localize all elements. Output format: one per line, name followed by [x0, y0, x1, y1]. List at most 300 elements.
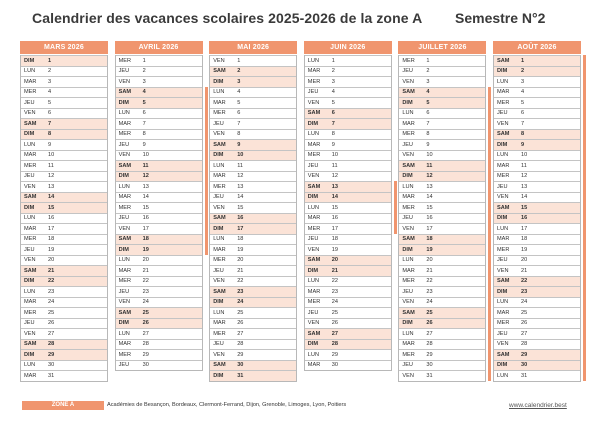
weekday-label: SAM	[497, 57, 510, 64]
day-number: 21	[521, 267, 528, 274]
day-row	[210, 76, 296, 87]
weekday-label: MER	[402, 204, 415, 211]
day-number: 20	[48, 257, 55, 264]
weekday-label: JEU	[402, 288, 413, 295]
day-number: 19	[521, 246, 528, 253]
day-number: 3	[331, 78, 335, 85]
day-number: 24	[48, 299, 55, 306]
day-number: 23	[521, 288, 528, 295]
day-row	[116, 276, 202, 287]
day-row	[494, 223, 580, 234]
day-row	[305, 55, 391, 66]
weekday-label: MER	[24, 309, 37, 316]
day-number: 15	[48, 204, 55, 211]
vacation-bar	[205, 87, 208, 255]
day-number: 6	[521, 110, 525, 117]
day-number: 28	[426, 341, 433, 348]
weekday-label: LUN	[213, 309, 225, 316]
day-row	[399, 244, 485, 255]
day-number: 22	[237, 278, 244, 285]
weekday-label: DIM	[213, 299, 224, 306]
weekday-label: LUN	[24, 288, 36, 295]
day-number: 30	[48, 362, 55, 369]
day-number: 28	[237, 341, 244, 348]
weekday-label: JEU	[24, 246, 35, 253]
month-header: AVRIL 2026	[115, 41, 203, 54]
weekday-label: DIM	[24, 278, 35, 285]
day-number: 17	[426, 225, 433, 232]
weekday-label: DIM	[307, 120, 319, 127]
day-row	[21, 139, 107, 150]
day-number: 21	[237, 267, 244, 274]
weekday-label: LUN	[402, 257, 414, 264]
day-row	[494, 328, 580, 339]
day-number: 15	[426, 204, 433, 211]
weekday-label: MER	[118, 57, 132, 64]
weekday-label: VEN	[24, 330, 36, 337]
day-row	[116, 339, 202, 350]
day-row	[21, 223, 107, 234]
weekday-label: DIM	[118, 246, 129, 253]
day-number: 4	[142, 89, 146, 96]
zone-academies: Académies de Besançon, Bordeaux, Clermont-Ferrand, Dijon, Grenoble, Limoges, Lyon, Poitiers	[107, 402, 347, 408]
zone-badge: ZONE A	[22, 401, 104, 410]
weekday-label: VEN	[213, 204, 225, 211]
weekday-label: MAR	[118, 341, 132, 348]
weekday-label: MAR	[307, 288, 321, 295]
weekday-label: DIM	[24, 351, 35, 358]
day-row	[399, 370, 485, 381]
day-number: 16	[48, 215, 55, 222]
day-list	[115, 55, 203, 371]
day-number: 24	[426, 299, 433, 306]
day-row	[116, 360, 202, 371]
day-row	[494, 171, 580, 182]
day-number: 18	[142, 236, 149, 243]
day-row	[21, 255, 107, 266]
day-number: 1	[237, 57, 241, 64]
weekday-label: DIM	[118, 320, 129, 327]
weekday-label: MER	[213, 330, 226, 337]
weekday-label: LUN	[307, 57, 319, 64]
weekday-label: MER	[213, 257, 226, 264]
day-number: 8	[237, 131, 241, 138]
weekday-label: JEU	[24, 99, 35, 106]
day-row	[305, 328, 391, 339]
day-row	[305, 307, 391, 318]
day-number: 5	[48, 99, 52, 106]
day-number: 27	[521, 330, 528, 337]
day-row	[305, 181, 391, 192]
day-number: 30	[426, 362, 433, 369]
day-number: 2	[142, 68, 146, 75]
day-number: 2	[521, 68, 525, 75]
day-row	[399, 76, 485, 87]
month-header: JUILLET 2026	[398, 41, 486, 54]
day-row	[210, 286, 296, 297]
day-number: 6	[48, 110, 52, 117]
month-column	[115, 41, 203, 371]
weekday-label: MER	[24, 162, 37, 169]
weekday-label: SAM	[213, 141, 226, 148]
day-number: 19	[48, 246, 55, 253]
day-row	[116, 129, 202, 140]
day-number: 22	[426, 278, 433, 285]
weekday-label: VEN	[497, 120, 509, 127]
weekday-label: LUN	[497, 372, 509, 379]
weekday-label: LUN	[24, 141, 36, 148]
day-row	[494, 286, 580, 297]
day-list	[209, 55, 297, 382]
day-row	[494, 97, 580, 108]
day-row	[494, 192, 580, 203]
day-number: 8	[426, 131, 430, 138]
weekday-label: MER	[402, 278, 415, 285]
day-number: 7	[142, 120, 146, 127]
day-number: 24	[521, 299, 528, 306]
day-number: 11	[48, 162, 54, 169]
day-number: 10	[331, 152, 339, 159]
day-row	[399, 150, 485, 161]
day-row	[21, 234, 107, 245]
weekday-label: DIM	[307, 267, 319, 274]
day-row	[210, 129, 296, 140]
weekday-label: LUN	[307, 278, 319, 285]
day-number: 18	[237, 236, 244, 243]
day-number: 29	[237, 351, 244, 358]
weekday-label: MAR	[307, 141, 321, 148]
day-row	[305, 139, 391, 150]
weekday-label: VEN	[24, 110, 36, 117]
day-row	[116, 318, 202, 329]
day-row	[210, 108, 296, 119]
day-number: 21	[331, 267, 339, 274]
day-list	[20, 55, 108, 382]
day-number: 24	[331, 299, 339, 306]
day-row	[116, 265, 202, 276]
weekday-label: JEU	[307, 89, 319, 96]
day-row	[21, 297, 107, 308]
day-number: 2	[237, 68, 241, 75]
day-number: 7	[48, 120, 52, 127]
day-row	[305, 150, 391, 161]
day-number: 7	[521, 120, 525, 127]
weekday-label: SAM	[118, 309, 132, 316]
day-number: 30	[331, 362, 339, 369]
vacation-bar	[394, 181, 397, 234]
day-row	[21, 129, 107, 140]
day-number: 19	[142, 246, 149, 253]
day-row	[210, 171, 296, 182]
weekday-label: LUN	[213, 89, 225, 96]
weekday-label: MER	[118, 278, 132, 285]
weekday-label: VEN	[213, 351, 225, 358]
weekday-label: SAM	[307, 110, 321, 117]
weekday-label: DIM	[497, 141, 508, 148]
day-row	[399, 213, 485, 224]
day-number: 13	[142, 183, 149, 190]
weekday-label: DIM	[213, 78, 224, 85]
day-number: 5	[426, 99, 430, 106]
day-number: 16	[142, 215, 149, 222]
weekday-label: MER	[402, 57, 415, 64]
day-row	[494, 87, 580, 98]
weekday-label: MER	[213, 110, 226, 117]
day-row	[21, 108, 107, 119]
day-row	[116, 202, 202, 213]
day-row	[494, 202, 580, 213]
weekday-label: MER	[497, 99, 510, 106]
weekday-label: DIM	[402, 173, 413, 180]
weekday-label: SAM	[402, 236, 415, 243]
day-row	[116, 213, 202, 224]
day-row	[116, 286, 202, 297]
day-row	[494, 339, 580, 350]
day-row	[116, 66, 202, 77]
day-number: 10	[521, 152, 528, 159]
weekday-label: JEU	[213, 341, 224, 348]
weekday-label: MAR	[24, 225, 37, 232]
weekday-label: JEU	[497, 110, 508, 117]
day-number: 8	[48, 131, 52, 138]
weekday-label: VEN	[118, 78, 131, 85]
day-number: 16	[237, 215, 244, 222]
day-number: 29	[142, 351, 149, 358]
day-number: 3	[48, 78, 52, 85]
day-number: 14	[48, 194, 55, 201]
weekday-label: LUN	[497, 78, 509, 85]
weekday-label: MAR	[402, 267, 415, 274]
day-row	[210, 370, 296, 381]
day-row	[116, 87, 202, 98]
day-row	[305, 349, 391, 360]
day-row	[116, 223, 202, 234]
weekday-label: DIM	[118, 99, 129, 106]
day-row	[305, 244, 391, 255]
day-row	[116, 234, 202, 245]
weekday-label: SAM	[497, 278, 510, 285]
day-number: 28	[521, 341, 528, 348]
day-number: 20	[237, 257, 244, 264]
weekday-label: VEN	[497, 267, 509, 274]
day-number: 21	[48, 267, 55, 274]
day-number: 24	[237, 299, 244, 306]
weekday-label: VEN	[307, 246, 320, 253]
weekday-label: SAM	[402, 89, 415, 96]
day-number: 10	[142, 152, 149, 159]
weekday-label: MER	[213, 183, 226, 190]
weekday-label: SAM	[213, 215, 226, 222]
weekday-label: JEU	[307, 236, 319, 243]
day-row	[210, 97, 296, 108]
day-number: 19	[237, 246, 244, 253]
day-row	[21, 87, 107, 98]
weekday-label: JEU	[24, 173, 35, 180]
weekday-label: MAR	[307, 362, 321, 369]
vacation-bar	[488, 87, 491, 381]
weekday-label: SAM	[402, 309, 415, 316]
weekday-label: DIM	[497, 288, 508, 295]
day-row	[210, 192, 296, 203]
day-row	[116, 307, 202, 318]
day-row	[21, 171, 107, 182]
weekday-label: MAR	[213, 173, 226, 180]
day-row	[21, 318, 107, 329]
day-row	[116, 244, 202, 255]
day-number: 3	[521, 78, 525, 85]
day-number: 3	[237, 78, 241, 85]
weekday-label: SAM	[118, 236, 132, 243]
weekday-label: LUN	[497, 299, 509, 306]
day-row	[210, 87, 296, 98]
day-row	[21, 97, 107, 108]
weekday-label: SAM	[213, 68, 226, 75]
weekday-label: LUN	[497, 225, 509, 232]
day-row	[305, 318, 391, 329]
day-number: 26	[237, 320, 244, 327]
day-number: 17	[142, 225, 149, 232]
weekday-label: VEN	[497, 341, 509, 348]
weekday-label: DIM	[402, 320, 413, 327]
day-row	[21, 66, 107, 77]
weekday-label: JEU	[307, 309, 319, 316]
day-row	[399, 286, 485, 297]
weekday-label: SAM	[213, 362, 226, 369]
day-number: 8	[142, 131, 146, 138]
day-number: 14	[426, 194, 433, 201]
weekday-label: DIM	[213, 225, 224, 232]
day-number: 25	[521, 309, 528, 316]
day-number: 14	[237, 194, 244, 201]
day-row	[210, 223, 296, 234]
weekday-label: VEN	[402, 78, 414, 85]
day-number: 20	[142, 257, 149, 264]
day-number: 23	[331, 288, 339, 295]
day-row	[210, 234, 296, 245]
day-row	[305, 234, 391, 245]
day-number: 6	[237, 110, 241, 117]
weekday-label: LUN	[402, 110, 414, 117]
day-row	[399, 349, 485, 360]
weekday-label: MER	[118, 204, 132, 211]
day-number: 17	[521, 225, 528, 232]
day-row	[494, 150, 580, 161]
weekday-label: LUN	[497, 152, 509, 159]
day-number: 15	[142, 204, 149, 211]
day-number: 15	[331, 204, 339, 211]
day-row	[494, 265, 580, 276]
day-number: 28	[331, 341, 339, 348]
month-header: JUIN 2026	[304, 41, 392, 54]
day-number: 20	[521, 257, 528, 264]
weekday-label: MAR	[307, 215, 321, 222]
weekday-label: MER	[118, 131, 132, 138]
day-row	[210, 139, 296, 150]
day-row	[494, 160, 580, 171]
day-number: 11	[237, 162, 243, 169]
weekday-label: VEN	[402, 372, 414, 379]
day-row	[305, 76, 391, 87]
day-number: 12	[331, 173, 339, 180]
weekday-label: SAM	[118, 162, 132, 169]
day-number: 25	[48, 309, 55, 316]
day-number: 26	[521, 320, 528, 327]
day-number: 25	[331, 309, 339, 316]
day-number: 15	[521, 204, 528, 211]
weekday-label: MER	[118, 351, 132, 358]
weekday-label: MAR	[497, 89, 510, 96]
weekday-label: MER	[307, 78, 321, 85]
day-number: 22	[142, 278, 149, 285]
weekday-label: LUN	[213, 162, 225, 169]
day-row	[305, 192, 391, 203]
weekday-label: SAM	[402, 162, 415, 169]
weekday-label: VEN	[307, 320, 320, 327]
weekday-label: MAR	[402, 341, 415, 348]
day-number: 31	[48, 372, 55, 379]
weekday-label: JEU	[307, 162, 319, 169]
day-list	[398, 55, 486, 382]
weekday-label: LUN	[307, 204, 319, 211]
weekday-label: VEN	[402, 152, 414, 159]
day-number: 30	[237, 362, 244, 369]
day-number: 18	[48, 236, 55, 243]
day-number: 31	[426, 372, 433, 379]
weekday-label: JEU	[213, 194, 224, 201]
weekday-label: SAM	[497, 351, 510, 358]
day-number: 4	[48, 89, 52, 96]
weekday-label: VEN	[213, 131, 225, 138]
weekday-label: SAM	[497, 131, 510, 138]
weekday-label: SAM	[307, 330, 321, 337]
day-number: 19	[426, 246, 433, 253]
day-row	[399, 265, 485, 276]
day-row	[305, 213, 391, 224]
day-row	[494, 139, 580, 150]
weekday-label: VEN	[307, 99, 320, 106]
day-number: 10	[426, 152, 433, 159]
day-number: 26	[426, 320, 433, 327]
day-number: 30	[521, 362, 528, 369]
weekday-label: SAM	[24, 267, 37, 274]
day-number: 11	[521, 162, 527, 169]
day-list	[304, 55, 392, 371]
day-row	[494, 55, 580, 66]
day-number: 19	[331, 246, 339, 253]
day-row	[399, 55, 485, 66]
semester-label: Semestre N°2	[455, 10, 546, 26]
day-number: 1	[48, 57, 52, 64]
day-row	[210, 55, 296, 66]
page-title: Calendrier des vacances scolaires 2025-2026 de la zone A	[32, 10, 423, 26]
day-row	[494, 129, 580, 140]
weekday-label: DIM	[213, 372, 224, 379]
day-number: 10	[48, 152, 55, 159]
day-number: 12	[426, 173, 433, 180]
day-row	[21, 360, 107, 371]
day-number: 25	[426, 309, 433, 316]
day-row	[305, 297, 391, 308]
day-row	[399, 276, 485, 287]
day-row	[399, 66, 485, 77]
day-number: 26	[331, 320, 339, 327]
website-link[interactable]: www.calendrier.best	[509, 402, 567, 409]
weekday-label: LUN	[24, 362, 36, 369]
day-number: 5	[142, 99, 146, 106]
day-row	[305, 255, 391, 266]
day-row	[116, 181, 202, 192]
day-row	[494, 349, 580, 360]
